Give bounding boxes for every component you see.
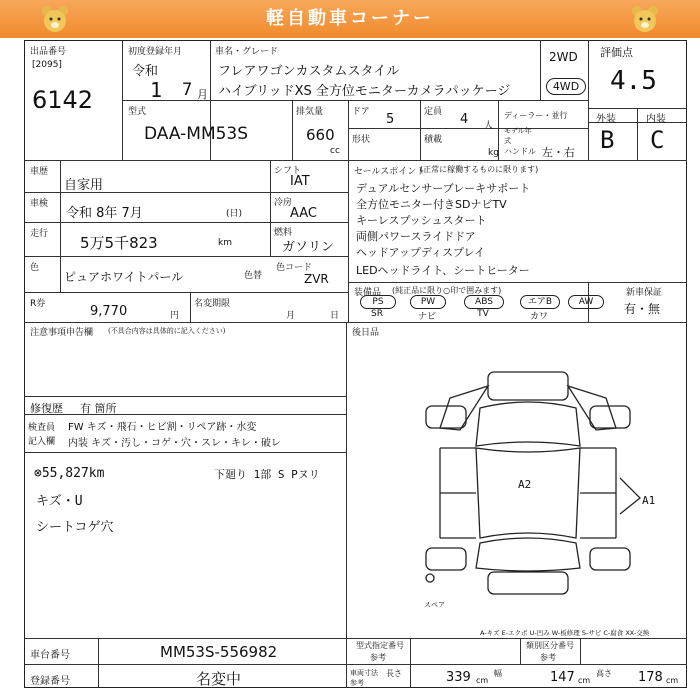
capacity-value: 4 [460, 112, 469, 127]
length-value: 339 [446, 670, 471, 685]
drive-2wd: 2WD [549, 50, 578, 64]
height-label: 高さ [596, 669, 612, 678]
drive-4wd-circled: 4WD [546, 78, 586, 95]
header-title: 軽自動車コーナー [266, 8, 434, 29]
type-designation-ref: 参考 [370, 653, 386, 662]
inspection-label: 車検 [30, 199, 49, 209]
capacity-label: 定員 [424, 107, 443, 117]
notes-label: 注意事項申告欄 [30, 328, 94, 338]
inspection-value: 令和 8年 7月 [66, 206, 143, 221]
mileage-value: 5万5千823 [80, 234, 158, 252]
listing-sub: [2095] [32, 60, 62, 70]
registration-label: 初度登録年月 [128, 47, 183, 57]
registration-era: 令和 [132, 64, 159, 79]
height-unit: cm [666, 676, 679, 685]
repair-value: 有 箇所 [80, 402, 117, 415]
displacement-unit: cc [330, 146, 340, 156]
equipment-note: (純正品に限り○印で囲みます) [392, 286, 502, 295]
sales-point-item: デュアルセンサーブレーキサポート [356, 182, 531, 195]
width-unit: cm [578, 676, 591, 685]
color-code-label: 色コード [276, 263, 313, 273]
displacement-label: 排気量 [296, 107, 324, 117]
registration-month: 7 [182, 80, 193, 100]
sales-point-item: 全方位モニター付きSDナビTV [356, 198, 507, 211]
sales-points-label: セールスポイント [354, 167, 426, 177]
car-name: フレアワゴンカスタムスタイル [218, 64, 400, 79]
chassis-value: MM53S-556982 [160, 643, 278, 661]
color-code: ZVR [304, 272, 329, 286]
equipment-leather: カワ [529, 312, 548, 322]
doors-value: 5 [386, 112, 395, 127]
score-int: C [650, 126, 665, 154]
chassis-label: 車台番号 [30, 650, 70, 661]
registration-year: 1 [150, 78, 163, 102]
doors-label: ドア [352, 107, 370, 117]
inspector-row2: 内装 キズ・汚し・コゲ・穴・スレ・キレ・破レ [68, 438, 281, 449]
listing-label: 出品番号 [30, 47, 67, 57]
length-unit: cm [476, 676, 489, 685]
sales-point-item: ヘッドアップディスプレイ [356, 246, 486, 259]
fuel-label: 燃料 [274, 228, 293, 238]
recycle-label: R券 [30, 299, 46, 309]
bear-mascot-icon [40, 4, 70, 34]
hand-note-scratch: キズ・U [36, 494, 83, 509]
new-warranty-value: 有・無 [624, 302, 661, 316]
recycle-unit: 円 [170, 311, 180, 321]
shift-value: IAT [290, 174, 310, 189]
score-value: 4.5 [610, 66, 657, 96]
hand-note-mileage: ⊗55,827km [34, 466, 105, 481]
shape-label: 形状 [352, 135, 371, 145]
equipment-sr: SR [371, 309, 383, 319]
score-ext-label: 外装 [596, 114, 616, 125]
car-grade: ハイブリッドXS 全方位モニターカメラパッケージ [218, 84, 511, 99]
transfer-day: 日 [330, 311, 340, 321]
hand-note-seat: シートコゲ穴 [36, 520, 114, 535]
listing-number: 6142 [32, 86, 94, 114]
spare-label: スペア [424, 601, 445, 609]
car-label: 車名・グレード [215, 47, 279, 57]
model-value: DAA-MM53S [144, 124, 249, 144]
inspector-label: 検査員 [28, 423, 56, 433]
shift-label: シフト [274, 166, 302, 176]
history-label: 車歴 [30, 167, 49, 177]
repair-label: 修復歴 [30, 402, 63, 415]
handle-value: 左・右 [542, 146, 575, 159]
transfer-month: 月 [286, 311, 296, 321]
inspector-row1: FW キズ・飛石・ヒビ割・リペア跡・水変 [68, 422, 257, 433]
damage-mark-a1: A1 [642, 494, 656, 507]
score-ext: B [600, 126, 615, 154]
aircon-label: 冷房 [274, 198, 293, 208]
dealer-label: ディーラー・並行 [504, 111, 568, 120]
sales-points-note: (正常に稼働するものに限ります) [420, 165, 539, 174]
mileage-unit: km [218, 238, 232, 248]
equipment-abs: ABS [464, 295, 504, 309]
type-designation-label: 型式指定番号 [356, 641, 404, 650]
damage-legend: A-キズ E-エクボ U-凹み W-板修理 S-サビ C-腐食 XX-交換 [480, 629, 650, 637]
score-label: 評価点 [600, 46, 633, 59]
equipment-aw: AW [568, 295, 604, 309]
sales-point-item: 両側パワースライドドア [356, 230, 476, 243]
displacement-value: 660 [306, 126, 335, 144]
equipment-tv: TV [477, 309, 489, 319]
inspection-day: (日) [226, 209, 243, 219]
color-repaint-label: 色替 [244, 271, 263, 281]
sales-point-item: キーレスプッシュスタート [356, 214, 487, 227]
fuel-value: ガソリン [282, 240, 335, 255]
damage-mark-a2: A2 [518, 478, 532, 491]
notes-note: (不具合内容は具体的に記入ください) [108, 327, 226, 335]
reg-number-value: 名変中 [196, 670, 242, 688]
rear-seat-label: 後日品 [352, 328, 380, 338]
aircon-value: AAC [290, 206, 317, 221]
mileage-label: 走行 [30, 229, 49, 239]
hand-note-underbody: 下廻り 1部 S Pヌリ [214, 468, 320, 481]
inspector-label: 記入欄 [28, 437, 56, 447]
sales-point-item: LEDヘッドライト、シートヒーター [356, 264, 530, 277]
color-value: ピュアホワイトパール [64, 270, 184, 284]
load-label: 積載 [424, 135, 443, 145]
equipment-pw: PW [410, 295, 446, 309]
capacity-unit: 人 [484, 121, 494, 131]
equipment-airbag: エアB [520, 295, 560, 309]
handle-label: ハンドル [504, 147, 536, 156]
color-label: 色 [30, 263, 40, 273]
car-damage-diagram [410, 368, 660, 598]
width-value: 147 [550, 670, 575, 685]
bear-mascot-icon [630, 4, 660, 34]
load-unit: kg [488, 148, 499, 158]
category-number-ref: 参考 [540, 653, 556, 662]
height-value: 178 [638, 670, 663, 685]
model-year-label: モデル年式 [504, 127, 532, 145]
recycle-value: 9,770 [90, 304, 128, 319]
length-label: 長さ [386, 669, 402, 678]
reg-number-label: 登録番号 [30, 676, 70, 687]
history-value: 自家用 [64, 178, 104, 193]
score-int-label: 内装 [646, 114, 666, 125]
new-warranty-label: 新車保証 [626, 288, 663, 298]
width-label: 幅 [494, 669, 502, 678]
registration-month-unit: 月 [197, 88, 208, 101]
equipment-navi: ナビ [417, 312, 436, 322]
dims-ref-label: 車両寸法参考 [350, 669, 378, 687]
model-label: 型式 [128, 107, 147, 117]
equipment-ps: PS [360, 295, 396, 309]
category-number-label: 類別区分番号 [526, 641, 574, 650]
transfer-label: 名変期限 [194, 299, 231, 309]
equipment-label: 装備品 [354, 288, 382, 298]
